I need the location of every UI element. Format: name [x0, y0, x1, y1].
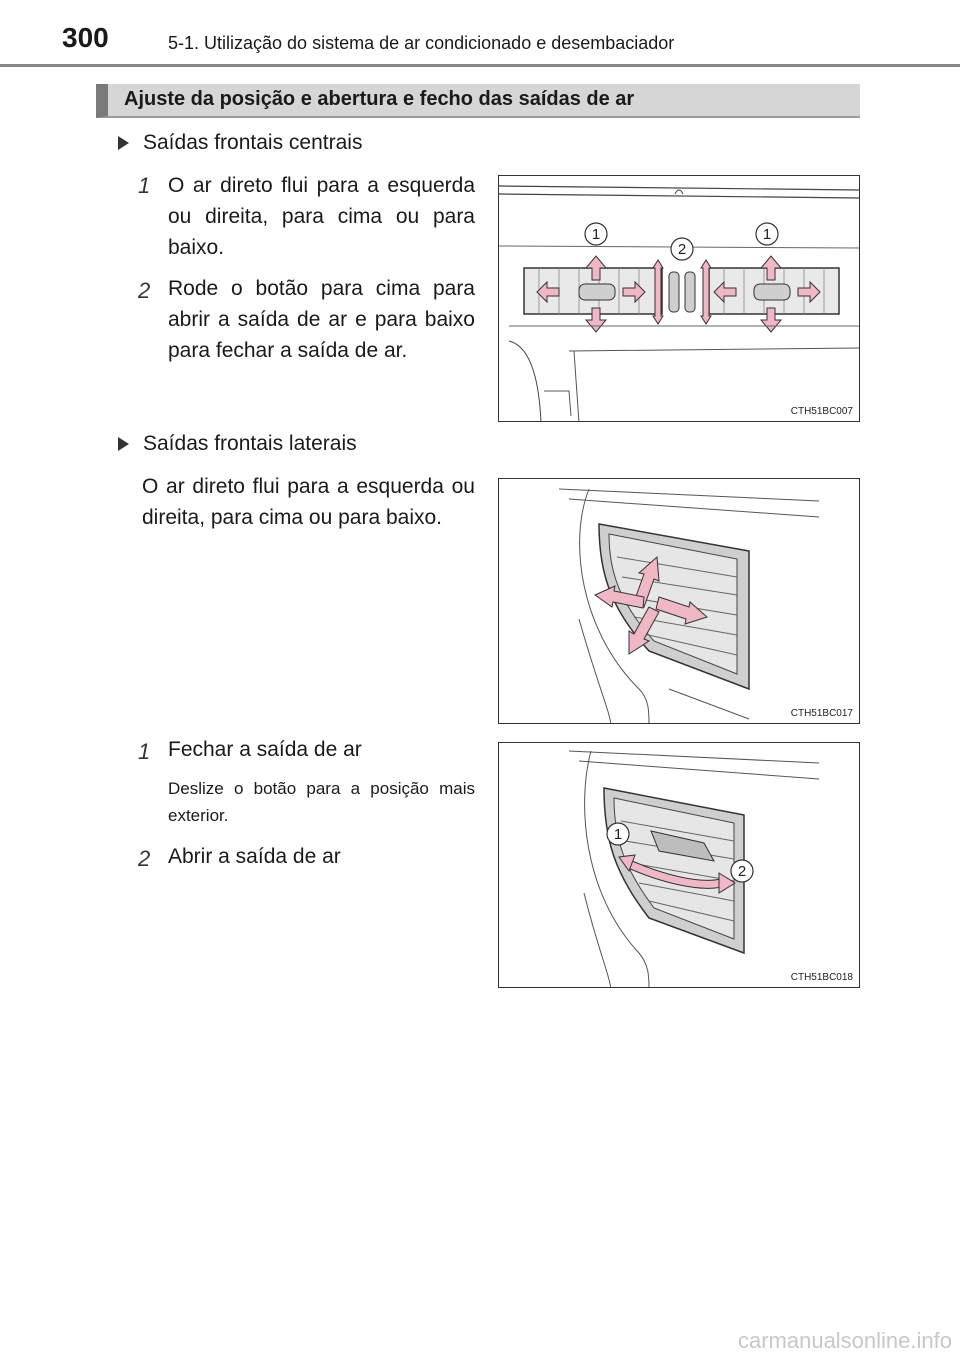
figure-code: CTH51BC018: [790, 972, 853, 983]
front-side-heading: Saídas frontais laterais: [143, 432, 357, 455]
slider-vent-illustration: [499, 743, 860, 988]
front-center-heading: Saídas frontais centrais: [143, 131, 363, 154]
front-center-item-1: O ar direto flui para a esquerda ou direita, para cima ou para baixo.: [168, 174, 475, 259]
callout-number: 1: [613, 826, 623, 843]
figure-front-side-vent: [498, 478, 860, 724]
open-outlet-label: Abrir a saída de ar: [168, 845, 341, 868]
triangle-bullet-icon: [118, 437, 129, 451]
front-center-item-2: Rode o botão para cima para abrir a saída de ar e para baixo para fechar a saída de ar.: [168, 277, 475, 362]
figure-front-center-vents: [498, 175, 860, 422]
bullet-front-center: [118, 131, 362, 155]
section-heading-bar: [96, 84, 860, 118]
close-outlet-note: Deslize o botão para a posição mais exterior.: [168, 779, 475, 825]
bullet-front-side: [118, 432, 357, 456]
item-number: 2: [138, 846, 151, 871]
figure-side-vent-slider: [498, 742, 860, 988]
item-number: 2: [138, 278, 151, 303]
close-outlet-label: Fechar a saída de ar: [168, 738, 362, 761]
callout-number: 2: [737, 863, 747, 880]
center-vent-illustration: [499, 176, 860, 422]
callout-number: 1: [591, 226, 601, 243]
running-title: 5-1. Utilização do sistema de ar condicionado e desembaciador: [168, 33, 675, 53]
header-rule: [0, 64, 960, 67]
side-vent-illustration: [499, 479, 860, 724]
page-number: 300: [62, 22, 109, 53]
watermark: carmanualsonline.info: [737, 1328, 952, 1353]
triangle-bullet-icon: [118, 136, 129, 150]
item-number: 1: [138, 739, 151, 764]
section-title: Ajuste da posição e abertura e fecho das saídas de ar: [124, 88, 635, 110]
front-side-text: O ar direto flui para a esquerda ou direita, para cima ou para baixo.: [142, 475, 475, 529]
callout-number: 1: [762, 226, 772, 243]
callout-number: 2: [677, 241, 687, 258]
figure-code: CTH51BC007: [790, 406, 853, 417]
item-number: 1: [138, 173, 151, 198]
figure-code: CTH51BC017: [790, 708, 853, 719]
